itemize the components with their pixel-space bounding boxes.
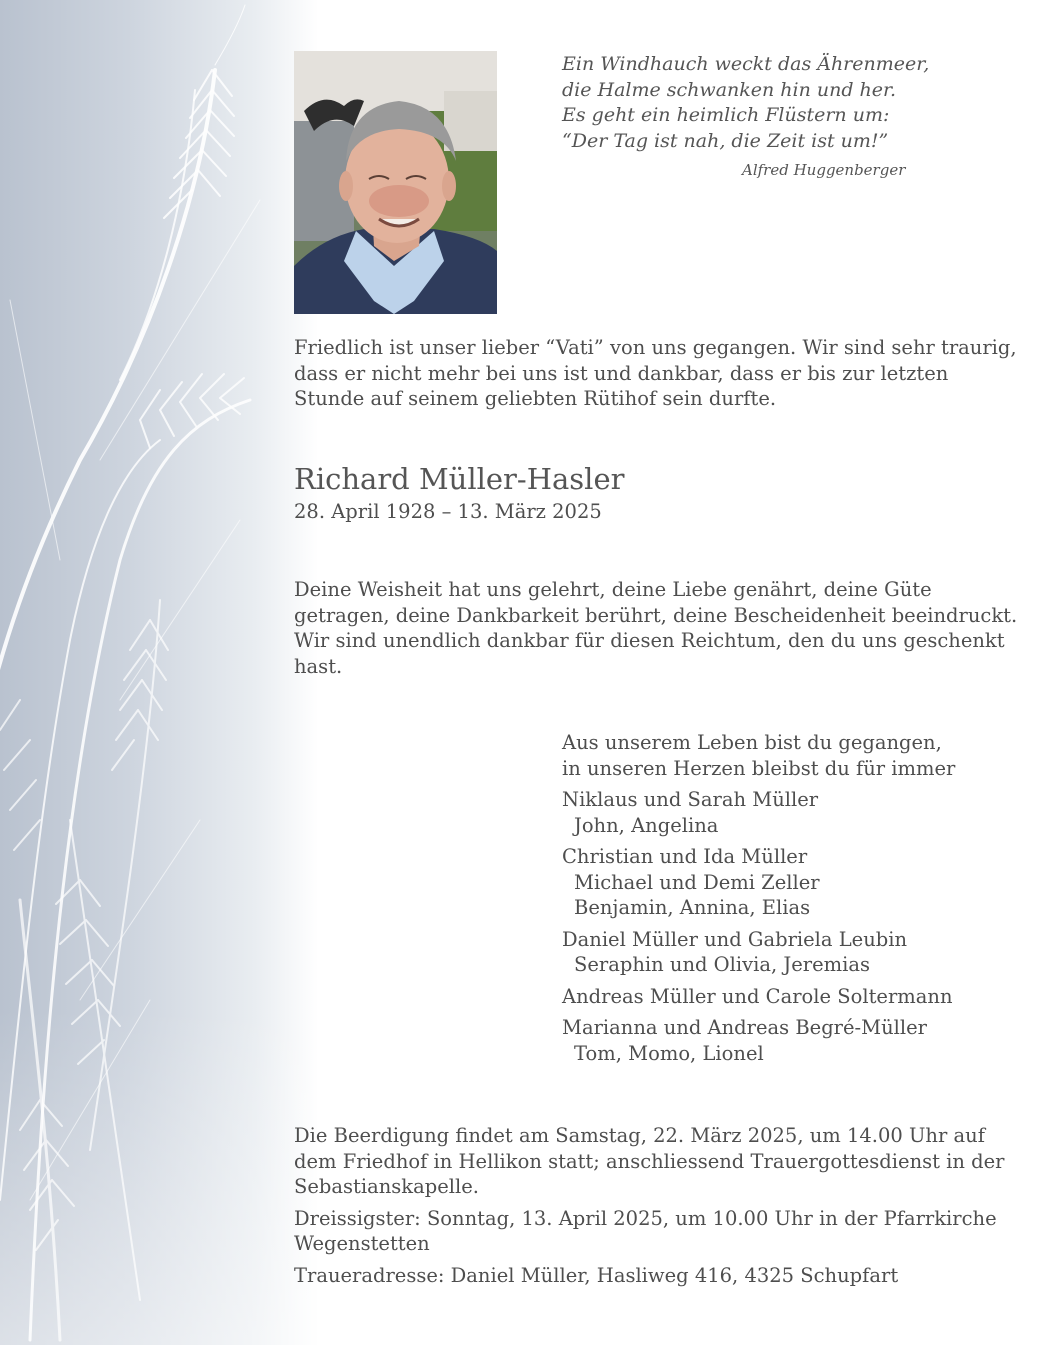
family-sub: Benjamin, Annina, Elias [574, 896, 811, 919]
dreissigster-paragraph [294, 1206, 1005, 1257]
funeral-line: dem Friedhof in Hellikon statt; anschliessend Trauergottesdienst in der [294, 1149, 1005, 1173]
poem-line: Es geht ein heimlich Flüstern um: [562, 104, 890, 126]
family-group [562, 1015, 955, 1066]
intro-line: dass er nicht mehr bei uns ist und dankbar, dass er bis zur letzten [294, 361, 949, 385]
family-motto [562, 730, 955, 781]
family-group [562, 844, 955, 921]
poem [562, 52, 1002, 154]
tribute-line: Wir sind unendlich dankbar für diesen Reichtum, den du uns geschenkt [294, 629, 1005, 652]
intro-line: Friedlich ist unser lieber “Vati” von uns gegangen. Wir sind sehr traurig, [294, 336, 1017, 359]
motto-line: Aus unserem Leben bist du gegangen, [562, 731, 942, 754]
intro-line: Stunde auf seinem geliebten Rütihof sein durfte. [294, 387, 777, 410]
life-dates: 28. April 1928 – 13. März 2025 [294, 500, 602, 523]
family-main: Marianna und Andreas Begré-Müller [562, 1016, 927, 1039]
tribute-line: hast. [294, 654, 343, 678]
funeral-line: Sebastianskapelle. [294, 1175, 479, 1198]
family-main: Christian und Ida Müller [562, 845, 808, 868]
tribute-line: Deine Weisheit hat uns gelehrt, deine Liebe genährt, deine Güte [294, 578, 932, 601]
family-main: Daniel Müller und Gabriela Leubin [562, 927, 908, 951]
portrait-photo [294, 51, 497, 314]
tribute-paragraph [294, 577, 1017, 679]
family-main: Andreas Müller und Carole Soltermann [562, 984, 953, 1008]
motto-line: in unseren Herzen bleibst du für immer [562, 756, 956, 780]
dreissigster-line: Dreissigster: Sonntag, 13. April 2025, um 10.00 Uhr in der Pfarrkirche [294, 1206, 997, 1230]
family-sub: Seraphin und Olivia, Jeremias [574, 953, 870, 976]
intro-paragraph [294, 335, 1017, 412]
family-group [562, 787, 955, 838]
deceased-name: Richard Müller-Hasler [294, 462, 625, 496]
mourning-address [294, 1263, 1005, 1289]
funeral-info [294, 1123, 1005, 1294]
address-line: Traueradresse: Daniel Müller, Hasliweg 416, 4325 Schupfart [294, 1263, 899, 1287]
poem-author: Alfred Huggenberger [742, 161, 906, 179]
family-sub: Michael und Demi Zeller [574, 870, 820, 894]
dreissigster-line: Wegenstetten [294, 1232, 430, 1255]
family-group [562, 927, 955, 978]
family-sub: John, Angelina [574, 813, 719, 837]
tribute-line: getragen, deine Dankbarkeit berührt, deine Bescheidenheit beeindruckt. [294, 603, 1018, 627]
family-list [562, 730, 955, 1072]
funeral-paragraph [294, 1123, 1005, 1200]
poem-line: Ein Windhauch weckt das Ährenmeer, [562, 53, 930, 75]
family-group [562, 984, 955, 1010]
poem-line: “Der Tag ist nah, die Zeit ist um!” [562, 129, 889, 152]
funeral-line: Die Beerdigung findet am Samstag, 22. März 2025, um 14.00 Uhr auf [294, 1124, 985, 1147]
family-main: Niklaus und Sarah Müller [562, 788, 819, 811]
family-sub: Tom, Momo, Lionel [574, 1041, 764, 1065]
poem-line: die Halme schwanken hin und her. [562, 78, 897, 101]
